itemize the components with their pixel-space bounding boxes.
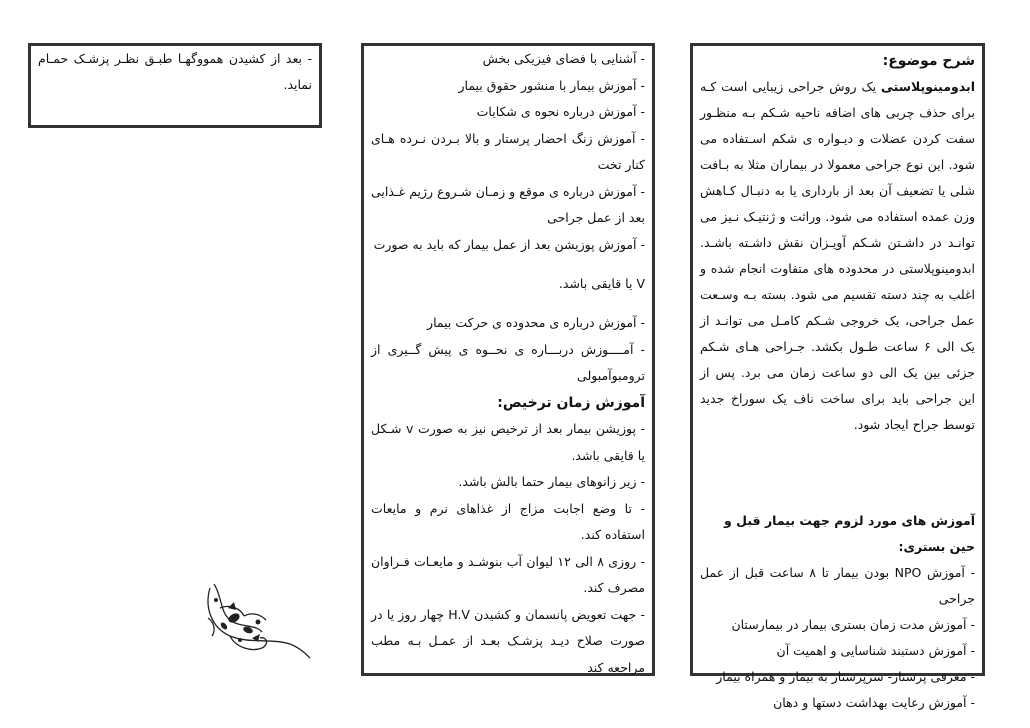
discharge-heading: آموزش زمان ترخیص: bbox=[497, 394, 645, 411]
list-item: - آموزش درباره ی موقع و زمـان شـروع رژیم غـذایی بعد از عمل جراحی bbox=[371, 183, 645, 225]
right-column-panel bbox=[690, 43, 985, 710]
list-item: - آمــــوزش دربـــاره ی نحــوه ی پیش گــیری از ترومبوآمبولی bbox=[371, 341, 645, 383]
list-item: - آموزش مدت زمان بستری بیمار در بیمارستان bbox=[731, 617, 975, 632]
topic-heading: شرح موضوع: bbox=[882, 53, 975, 69]
list-item: - آموزش درباره نحوه ی شکایات bbox=[476, 104, 645, 119]
list-item: - زیر زانوهای بیمار حتما بالش باشد. bbox=[458, 474, 645, 489]
list-item: - روزی ۸ الی ۱۲ لیوان آب بنوشـد و مایعـات فـراوان مصرف کند. bbox=[371, 553, 645, 595]
topic-term: ابدومینوپلاستی bbox=[881, 79, 975, 94]
topic-description-text: یک روش جراحی زیبایی است کـه برای حذف چربی های اضافه ناحیه شـکم بـه منظـور سفت کردن عضلات و دیـواره ی شکم اسـتفاده می شود. این نوع جراحی معمولا در بیماران مثلا به بـافت شلی یا تضعیف آن بعد از بارداری یا به دنبـال کـاهش وزن عمده استفاده می شود. وراثت و ژنتیـک نـیز می توانـد در داشـتن شـکم آویـزان نقش داشـته باشـد. ابدومینوپلاستی در محدوده های متفاوت انجام شده و اغلب به چند دسته تقسیم می شود. بسته بـه وسـعت عمل جراحی، یک خروجی شـکم کامـل می توانـد از یک الی ۶ ساعت طـول بکشد. جـراحی هـای شـکم جزئی بین یک الی دو ساعت زمان می برد. پس از این جراحی باید برای ساخت ناف یک سوراخ جدید توسط جراح ایجاد شود. bbox=[700, 79, 975, 432]
list-item: - آموزش رعایت بهداشت دستها و دهان bbox=[773, 695, 975, 710]
list-item: - آموزش دستبند شناسایی و اهمیت آن bbox=[776, 643, 975, 658]
list-item: - پوزیشن بیمار بعد از ترخیص نیز به صورت v شـکل یا قایقی باشد. bbox=[371, 421, 646, 463]
admission-heading: آموزش های مورد لزوم جهت بیمار قبل و حین بستری: bbox=[724, 513, 975, 554]
list-item: - تا وضع اجابت مزاج از غذاهای نرم و مایعات استفاده کند. bbox=[371, 500, 645, 542]
list-item: - معرفی پرستار- سرپرستار به بیمار و همراه بیمار bbox=[716, 669, 975, 684]
list-item: - آموزش درباره ی محدوده ی حرکت بیمار bbox=[427, 315, 645, 330]
floral-ornament-icon bbox=[200, 578, 312, 660]
list-item: - آموزش زنگ احضار پرستار و بالا بـردن نـرده هـای کنار تخت bbox=[371, 130, 645, 172]
list-item: - آموزش بیمار با منشور حقوق بیمار bbox=[458, 77, 645, 93]
left-column-panel bbox=[28, 43, 322, 128]
list-item: - جهت تعویض پانسمان و کشیدن H.V چهار روز یا در صورت صلاح دیـد پزشـک بعـد از عمـل بـه مطب مراجعه کند bbox=[371, 606, 645, 675]
topic-description bbox=[700, 74, 975, 438]
list-item: - آموزش پوزیشن بعد از عمل بیمار که باید به صورت bbox=[373, 236, 645, 252]
list-item: - آموزش NPO بودن بیمار تا ۸ ساعت قبل از عمل جراحی bbox=[700, 565, 975, 606]
left-column-text: - بعد از کشیدن هموو‌گهـا طبـق نظـر پزشـک حمـام نماید. bbox=[38, 51, 312, 92]
list-item: - آشنایی با فضای فیزیکی بخش bbox=[482, 51, 645, 66]
list-item-continued: V یا قایقی باشد. bbox=[558, 276, 645, 291]
middle-column-panel bbox=[361, 43, 655, 676]
